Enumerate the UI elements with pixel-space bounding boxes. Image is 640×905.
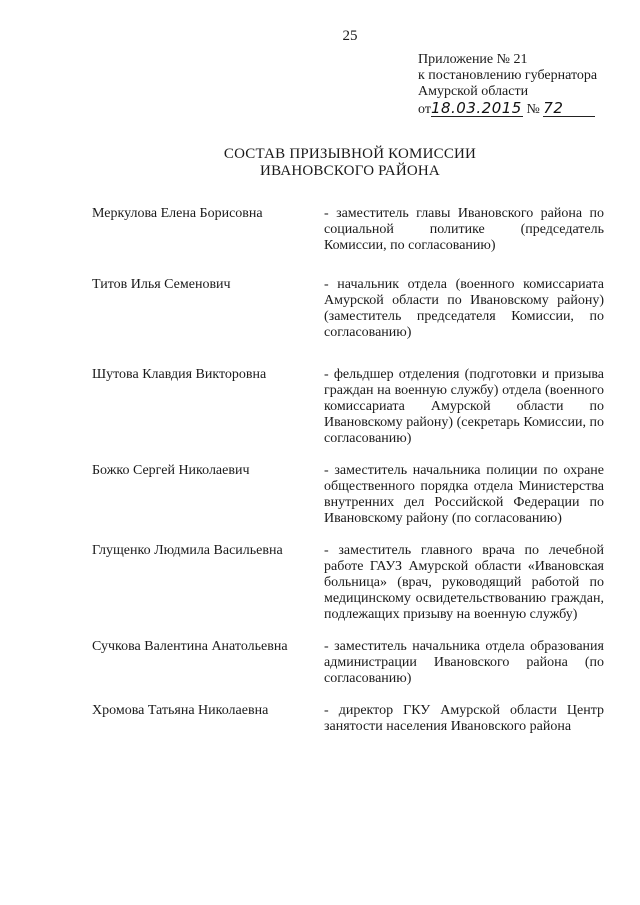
member-role: - директор ГКУ Амурской области Центр занятости населения Ивановского района xyxy=(324,703,604,734)
member-row xyxy=(92,463,604,527)
member-role: - заместитель начальника отдела образования администрации Ивановского района (по согласованию) xyxy=(324,639,604,686)
appendix-date-number-line xyxy=(418,100,628,118)
appendix-block xyxy=(418,52,628,118)
member-row xyxy=(92,543,604,623)
appendix-region: Амурской области xyxy=(418,84,529,99)
member-row xyxy=(92,639,604,687)
document-title xyxy=(0,146,640,180)
title-line-1: СОСТАВ ПРИЗЫВНОЙ КОМИССИИ xyxy=(223,146,477,162)
member-name: Меркулова Елена Борисовна xyxy=(92,206,263,221)
member-role: - заместитель главного врача по лечебной работе ГАУЗ Амурской области «Ивановская больница» (врач, руководящий работой по медицинскому освидетельствованию граждан, подлежащих призыву на военную службу) xyxy=(324,543,604,622)
member-role: - заместитель главы Ивановского района по социальной политике (председатель Комиссии, по согласованию) xyxy=(324,206,604,253)
member-role: - начальник отдела (военного комиссариата Амурской области по Ивановскому району) (заместитель председателя Комиссии, по согласованию) xyxy=(324,277,604,340)
member-row xyxy=(92,277,604,341)
member-role: - фельдшер отделения (подготовки и призыва граждан на военную службу) отдела (военного комиссариата Амурской области по Ивановскому району) (секретарь Комиссии, по согласованию) xyxy=(324,367,604,446)
appendix-title: Приложение № 21 xyxy=(418,52,528,67)
member-name: Хромова Татьяна Николаевна xyxy=(92,703,269,718)
member-name: Глущенко Людмила Васильевна xyxy=(92,543,283,558)
member-row xyxy=(92,703,604,735)
member-name: Сучкова Валентина Анатольевна xyxy=(92,639,288,654)
member-row xyxy=(92,206,604,254)
member-role: - заместитель начальника полиции по охране общественного порядка отдела Министерства внутренних дел Российской Федерации по Ивановскому району (по согласованию) xyxy=(324,463,604,526)
member-row xyxy=(92,367,604,447)
appendix-reference: к постановлению губернатора xyxy=(418,68,598,83)
date-prefix: от xyxy=(418,102,431,117)
handwritten-date: 18.03.2015 xyxy=(430,99,522,117)
handwritten-number: 72 xyxy=(543,100,595,117)
number-prefix: № xyxy=(526,102,540,117)
title-line-2: ИВАНОВСКОГО РАЙОНА xyxy=(260,163,440,179)
member-name: Шутова Клавдия Викторовна xyxy=(92,367,267,382)
member-name: Титов Илья Семенович xyxy=(92,277,231,292)
page-number: 25 xyxy=(342,28,358,44)
commission-members-list xyxy=(92,206,604,735)
member-name: Божко Сергей Николаевич xyxy=(92,463,250,478)
